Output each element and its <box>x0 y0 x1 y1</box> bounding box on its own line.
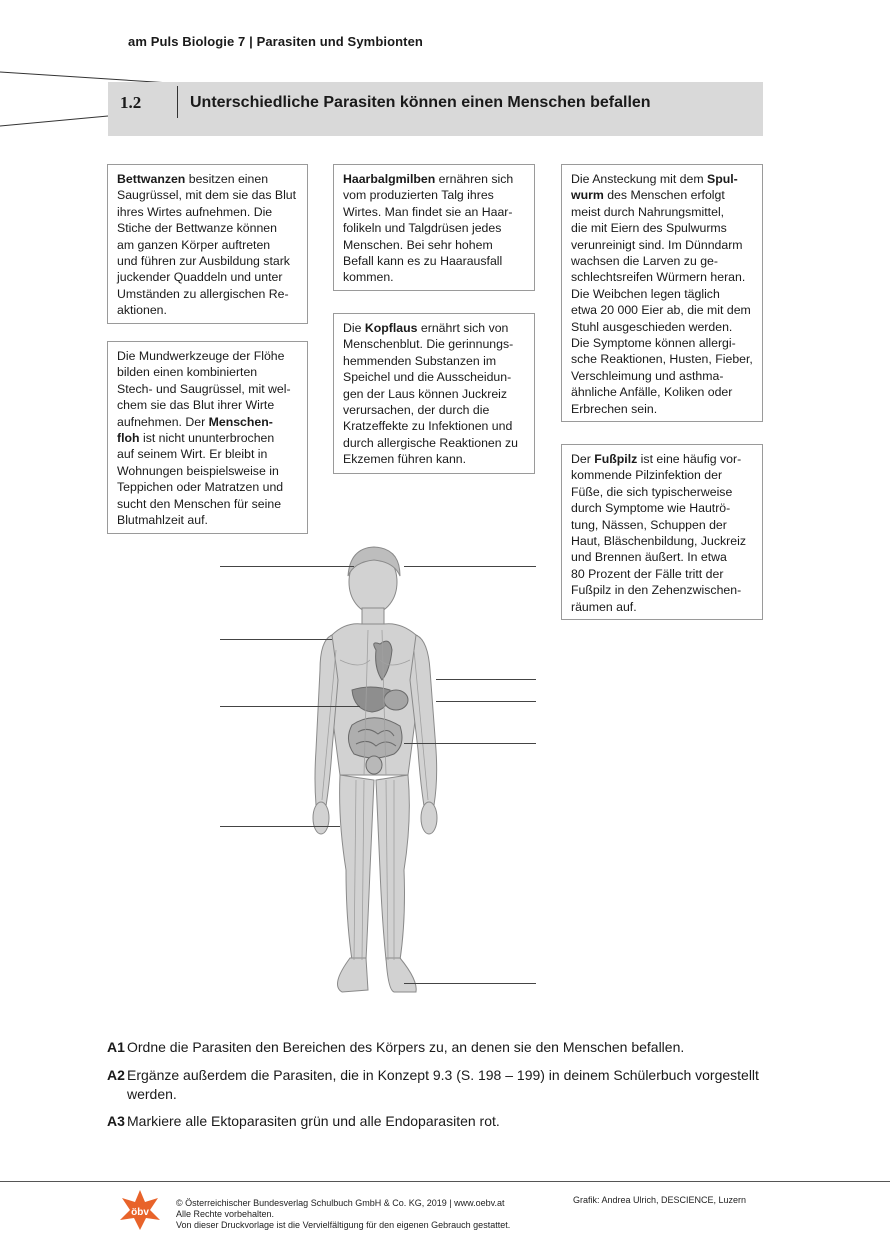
label-line-leg <box>220 826 340 827</box>
text-line: etwa 20 000 Eier ab, die mit dem <box>571 303 751 318</box>
task-a3 <box>107 1112 767 1132</box>
text-line: verursachen, der durch die <box>343 403 490 418</box>
text-line: ähnliche Anfälle, Koliken oder <box>571 385 733 400</box>
text-line: tung, Nässen, Schuppen der <box>571 517 727 532</box>
box-fusspilz <box>561 444 763 620</box>
box-spulwurm <box>561 164 763 422</box>
text-line: Umständen zu allergischen Re- <box>117 286 289 301</box>
task-text: Ergänze außerdem die Parasiten, die in Konzept 9.3 (S. 198 – 199) in deinem Schülerbuch vorgestellt werden. <box>127 1067 759 1102</box>
oebv-logo <box>118 1188 162 1232</box>
text-line: Füße, die sich typischerweise <box>571 484 733 499</box>
text-line: Speichel und die Ausscheidun- <box>343 370 512 385</box>
footer-copyright-block <box>176 1198 576 1231</box>
task-number: A1 <box>107 1039 125 1055</box>
text-line: gen der Laus können Juckreiz <box>343 386 508 401</box>
text-line: Wirtes. Man findet sie an Haar- <box>343 204 513 219</box>
text-line: Stuhl ausgeschieden werden. <box>571 319 733 334</box>
text-line: Befall kann es zu Haarausfall <box>343 254 503 269</box>
text-line: ist eine häufig vor- <box>637 452 742 466</box>
text-line: auf seinem Wirt. Er bleibt in <box>117 447 268 462</box>
text-line: ihres Wirtes aufnehmen. Die <box>117 204 273 219</box>
text-line: chem sie das Blut ihrer Wirte <box>117 398 275 413</box>
text-line: Die Weibchen legen täglich <box>571 286 720 301</box>
text-line: Die <box>343 321 365 335</box>
box-menschenfloh <box>107 341 308 534</box>
label-line-head-right <box>404 566 536 567</box>
series-title: am Puls Biologie 7 <box>128 34 246 49</box>
footer-divider <box>0 1181 890 1182</box>
box-haarbalgmilben <box>333 164 535 291</box>
text-line: und Brennen äußert. In etwa <box>571 550 727 565</box>
header-separator: | <box>249 34 253 49</box>
text-line: aktionen. <box>117 303 167 318</box>
text-line: wachsen die Larven zu ge- <box>571 254 718 269</box>
section-number: 1.2 <box>120 93 142 112</box>
term-spulwurm-cont: wurm <box>571 188 604 203</box>
text-line: Menschenblut. Die gerinnungs- <box>343 337 514 352</box>
text-line: Die Symptome können allergi- <box>571 336 736 351</box>
text-line: Fußpilz in den Zehenzwischen- <box>571 583 742 598</box>
text-line: Der <box>571 452 595 466</box>
text-line: Saugrüssel, mit dem sie das Blut <box>117 188 297 203</box>
text-line: des Menschen erfolgt <box>603 188 725 203</box>
text-line: am ganzen Körper auftreten <box>117 237 271 252</box>
task-text: Markiere alle Ektoparasiten grün und alle Endoparasiten rot. <box>127 1113 500 1129</box>
human-body-illustration <box>290 540 490 1000</box>
term-bettwanzen: Bettwanzen <box>117 172 186 186</box>
label-line-stomach <box>436 701 536 702</box>
term-kopflaus: Kopflaus <box>364 321 418 335</box>
text-line: durch Symptome wie Hautrö- <box>571 501 731 516</box>
text-line: ernähren sich <box>435 172 514 186</box>
page-header <box>128 34 423 49</box>
label-line-intestine <box>404 743 536 744</box>
task-number: A3 <box>107 1113 125 1129</box>
label-line-foot <box>404 983 536 984</box>
task-a2 <box>107 1066 767 1106</box>
text-line: die mit Eiern des Spulwurms <box>571 221 727 236</box>
text-line: durch allergische Reaktionen zu <box>343 435 518 450</box>
label-line-liver <box>220 706 360 707</box>
text-line: schlechtsreifen Würmern heran. <box>571 270 746 285</box>
text-line: und führen zur Ausbildung stark <box>117 254 290 269</box>
section-title: Unterschiedliche Parasiten können einen Menschen befallen <box>190 94 651 111</box>
text-line: meist durch Nahrungsmittel, <box>571 204 725 219</box>
logo-text: öbv <box>131 1207 149 1218</box>
text-line: Kratzeffekte zu Infektionen und <box>343 419 513 434</box>
text-line: vom produzierten Talg ihres <box>343 188 494 203</box>
text-line: hemmenden Substanzen im <box>343 353 497 368</box>
text-line: sche Reaktionen, Husten, Fieber, <box>571 352 753 367</box>
label-line-arm <box>436 679 536 680</box>
term-menschenfloh: Menschen- <box>208 414 273 429</box>
box-bettwanzen <box>107 164 308 324</box>
text-line: Stiche der Bettwanze können <box>117 221 277 236</box>
task-number: A2 <box>107 1067 125 1083</box>
task-text: Ordne die Parasiten den Bereichen des Körpers zu, an denen sie den Menschen befallen. <box>127 1039 685 1055</box>
graphic-credit: Grafik: Andrea Ulrich, DESCIENCE, Luzern <box>573 1195 747 1205</box>
text-line: Stech- und Saugrüssel, mit wel- <box>117 381 291 396</box>
text-line: ernährt sich von <box>417 321 509 335</box>
term-menschenfloh-cont: floh <box>117 431 140 446</box>
text-line: aufnehmen. Der <box>117 414 209 429</box>
text-line: Verschleimung und asthma- <box>571 368 724 383</box>
text-line: Die Mundwerkzeuge der Flöhe <box>117 349 285 363</box>
permission-text: Von dieser Druckvorlage ist die Vervielfältigung für den eigenen Gebrauch gestattet. <box>176 1220 511 1230</box>
text-line: Blutmahlzeit auf. <box>117 513 208 528</box>
section-divider <box>177 86 178 118</box>
text-line: verunreinigt sind. Im Dünndarm <box>571 237 743 252</box>
text-line: kommende Pilzinfektion der <box>571 468 723 483</box>
text-line: besitzen einen <box>185 172 269 186</box>
text-line: kommen. <box>343 270 394 285</box>
text-line: Haut, Bläschenbildung, Juckreiz <box>571 534 746 549</box>
text-line: Teppichen oder Matratzen und <box>117 480 284 495</box>
copyright-text: © Österreichischer Bundesverlag Schulbuch GmbH & Co. KG, 2019 | www.oebv.at <box>176 1198 505 1208</box>
text-line: räumen auf. <box>571 599 637 614</box>
term-spulwurm: Spul- <box>707 172 738 186</box>
label-line-shoulder <box>220 639 332 640</box>
topic-title: Parasiten und Symbionten <box>256 34 423 49</box>
text-line: Menschen. Bei sehr hohem <box>343 237 493 252</box>
text-line: Wohnungen beispielsweise in <box>117 463 279 478</box>
text-line: sucht den Menschen für seine <box>117 496 282 511</box>
text-line: folikeln und Talgdrüsen jedes <box>343 221 502 236</box>
task-a1 <box>107 1038 767 1058</box>
text-line: juckender Quaddeln und unter <box>117 270 283 285</box>
text-line: Die Ansteckung mit dem <box>571 172 708 186</box>
label-line-head-left <box>220 566 354 567</box>
text-line: Erbrechen sein. <box>571 401 658 416</box>
text-line: 80 Prozent der Fälle tritt der <box>571 566 724 581</box>
rights-text: Alle Rechte vorbehalten. <box>176 1209 275 1219</box>
text-line: ist nicht ununterbrochen <box>139 431 275 446</box>
text-line: bilden einen kombinierten <box>117 365 258 380</box>
term-haarbalgmilben: Haarbalgmilben <box>343 172 436 186</box>
box-kopflaus <box>333 313 535 474</box>
term-fusspilz: Fußpilz <box>594 452 638 466</box>
text-line: Ekzemen führen kann. <box>343 452 467 467</box>
